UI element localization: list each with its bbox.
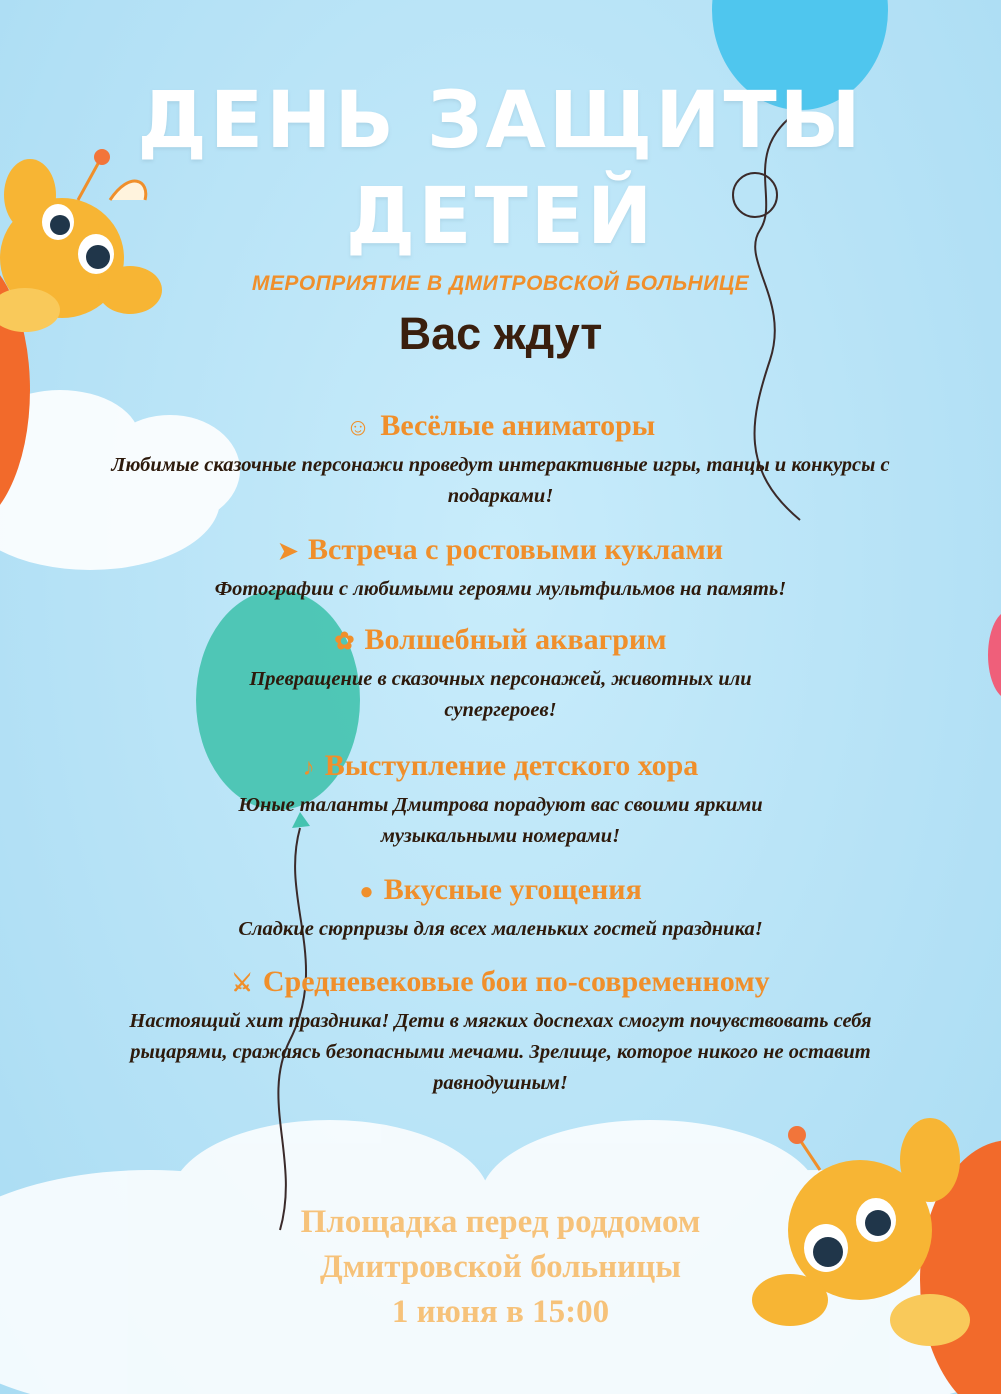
- page-title-line2: ДЕТЕЙ: [345, 172, 656, 262]
- section-heading: Вас ждут: [398, 308, 603, 359]
- face-icon: ☺: [345, 415, 371, 441]
- crossed-swords-icon: ⚔: [231, 971, 253, 997]
- item-description: Фотографии с любимыми героями мультфильмов на память!: [214, 578, 787, 600]
- item-description: Юные таланты Дмитрова порадуют вас своими яркими музыкальными номерами!: [238, 794, 763, 847]
- item-description: Превращение в сказочных персонажей, животных или супергероев!: [249, 668, 752, 721]
- item-title: Волшебный аквагрим: [364, 623, 667, 656]
- event-item: [80, 532, 921, 605]
- event-location-time: [0, 1200, 1001, 1335]
- event-item: [80, 622, 921, 726]
- bird-icon: ➤: [277, 539, 299, 565]
- location-line1: Площадка перед роддомом: [300, 1204, 701, 1240]
- item-title: Вкусные угощения: [383, 873, 642, 906]
- item-title: Встреча с ростовыми куклами: [308, 533, 724, 566]
- page-title-line1: ДЕНЬ ЗАЩИТЫ: [137, 76, 864, 166]
- item-description: Любимые сказочные персонажи проведут интерактивные игры, танцы и конкурсы с подарками!: [111, 454, 890, 507]
- balloon-pink-right: [988, 610, 1001, 700]
- lollipop-icon: ●: [359, 879, 374, 905]
- item-title: Весёлые аниматоры: [380, 409, 656, 442]
- item-description: Настоящий хит праздника! Дети в мягких доспехах смогут почувствовать себя рыцарями, сражаясь безопасными мечами. Зрелище, которое никого не оставит равнодушным!: [129, 1010, 872, 1094]
- event-item: [80, 748, 921, 852]
- location-line2: Дмитровской больницы: [320, 1249, 681, 1285]
- event-item: [80, 964, 921, 1099]
- item-description: Сладкие сюрпризы для всех маленьких гостей праздника!: [238, 918, 763, 940]
- event-item: [80, 408, 921, 512]
- palette-icon: ✿: [334, 629, 355, 655]
- event-subtitle: МЕРОПРИЯТИЕ В ДМИТРОВСКОЙ БОЛЬНИЦЕ: [251, 272, 750, 295]
- item-title: Средневековые бои по-современному: [262, 965, 770, 998]
- music-note-icon: ♪: [302, 755, 315, 781]
- event-item: [80, 872, 921, 945]
- event-datetime: 1 июня в 15:00: [391, 1294, 610, 1330]
- item-title: Выступление детского хора: [324, 749, 699, 782]
